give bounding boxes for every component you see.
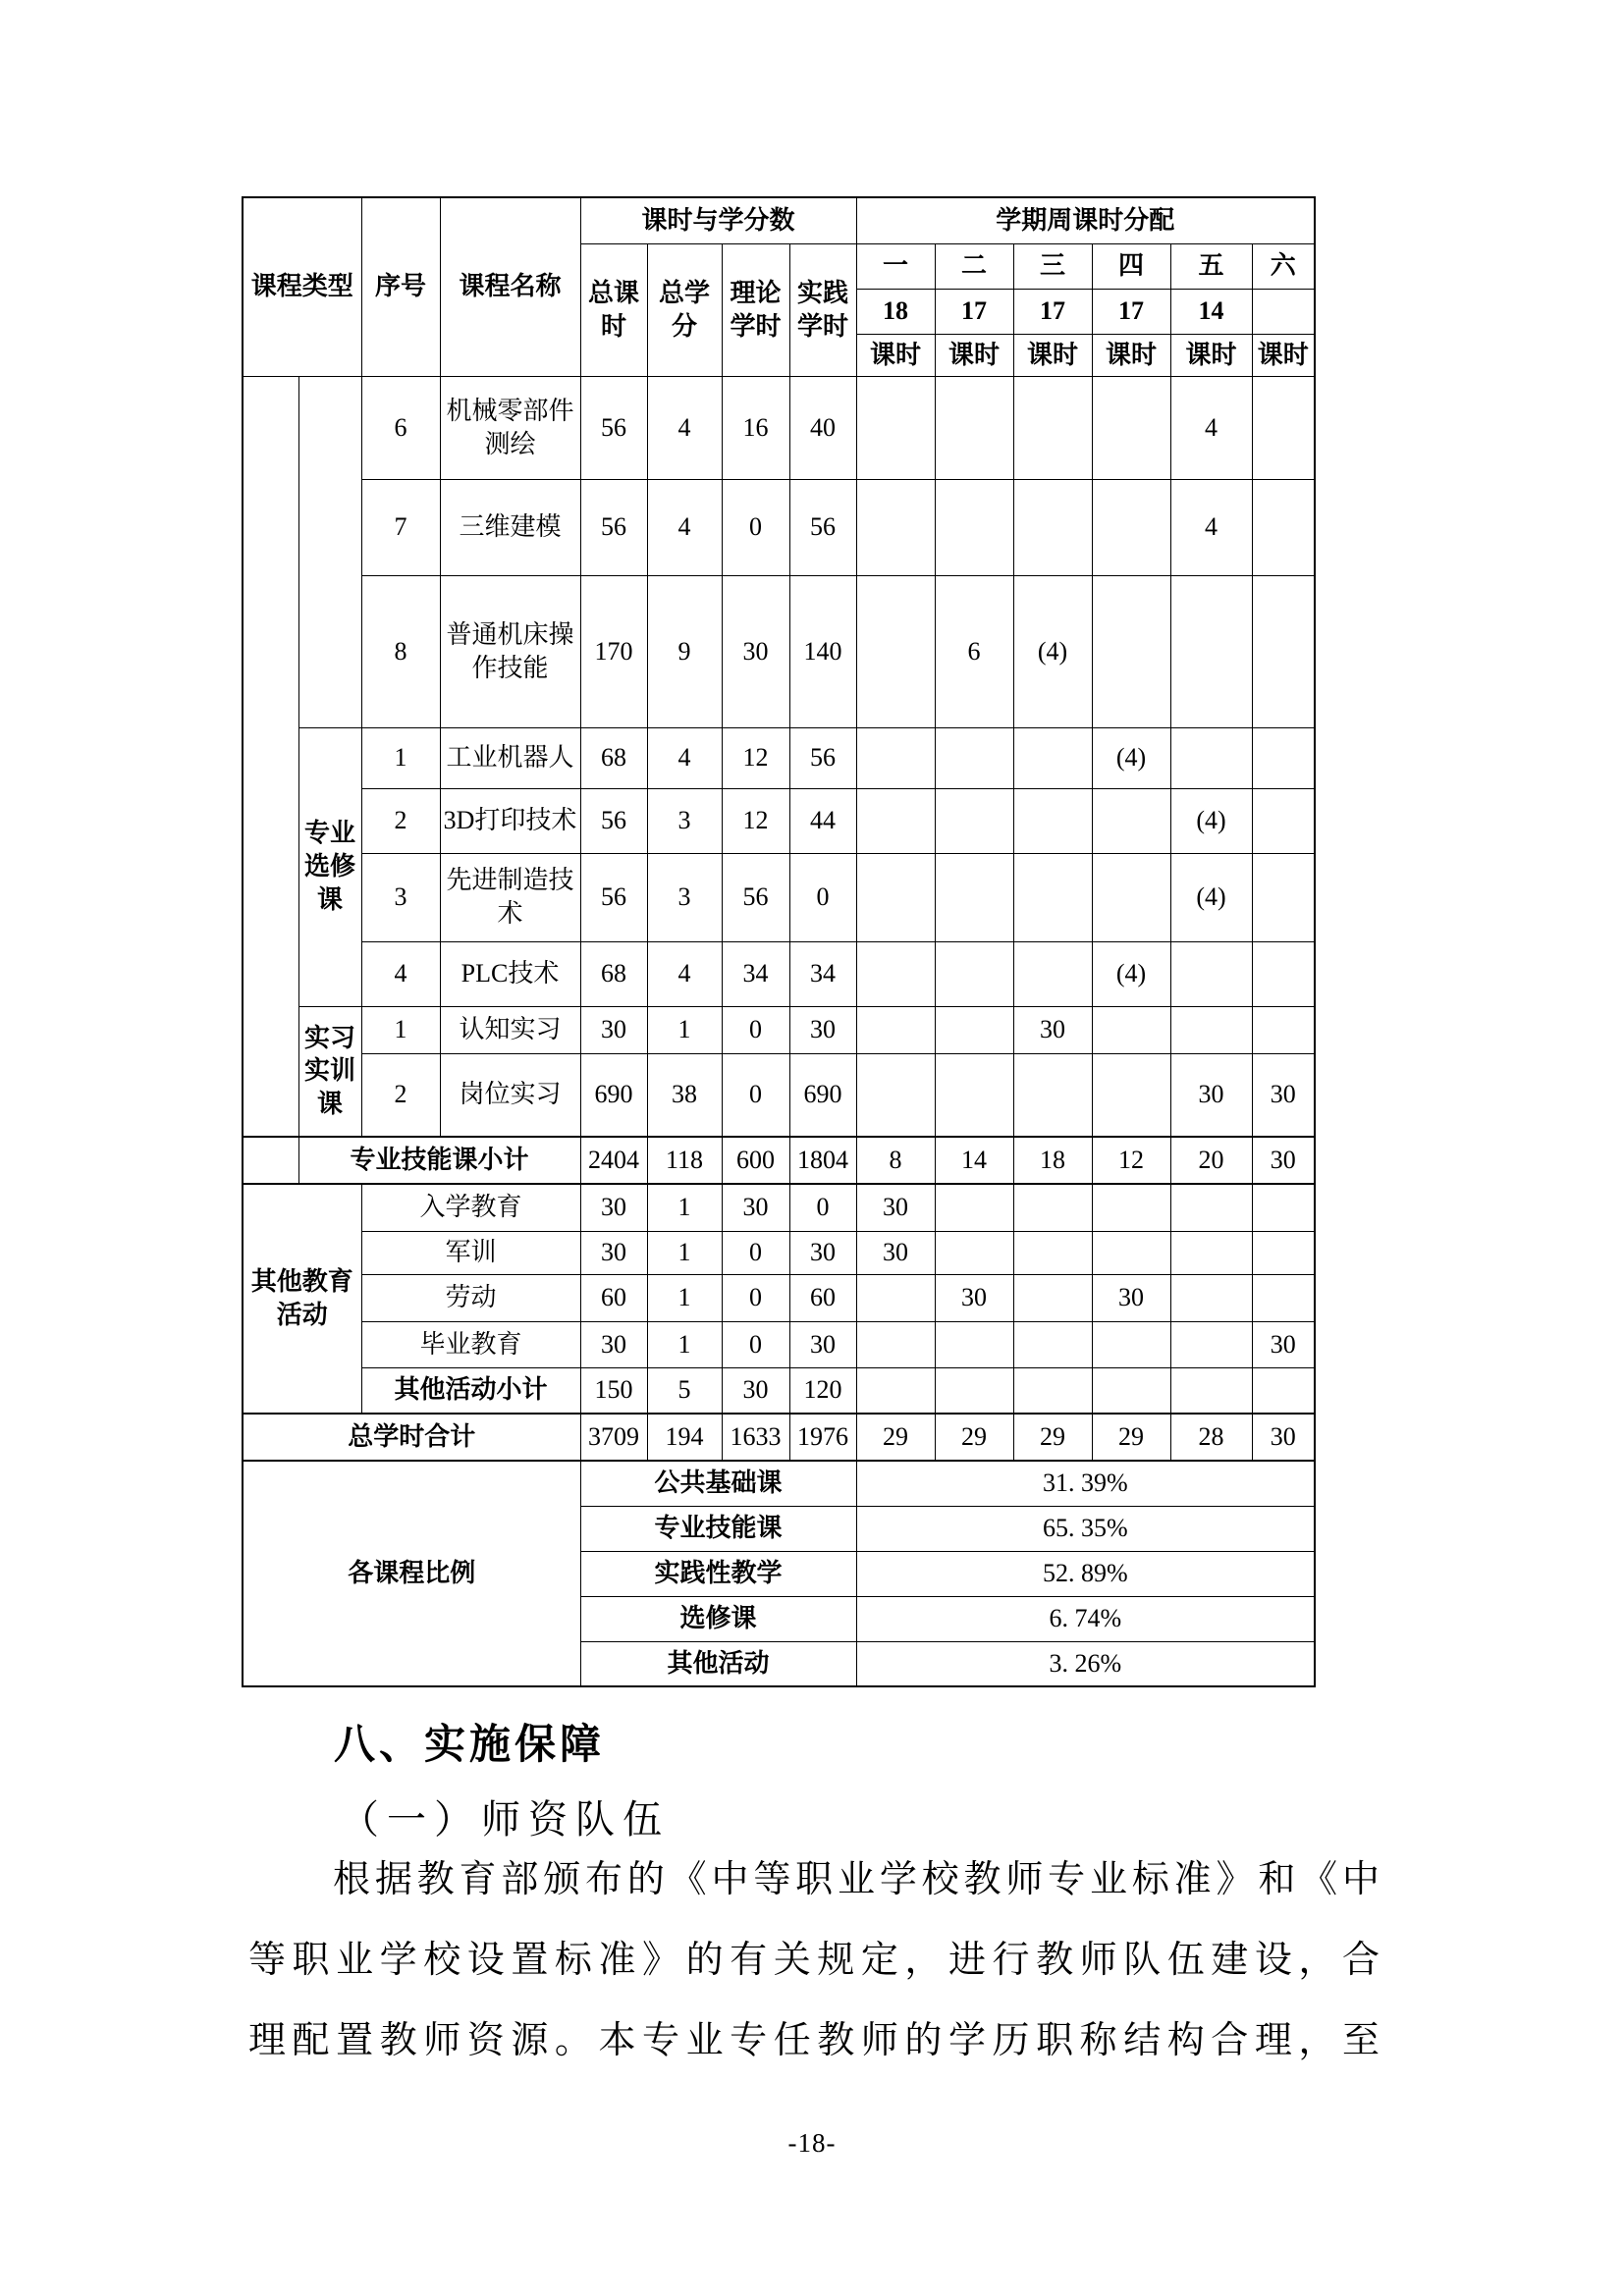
cell-sem-3: 18 [1013,1137,1092,1184]
cell-total-hours: 56 [580,479,647,575]
cell-practice-hours: 0 [789,1184,856,1231]
cell-sem-5 [1170,727,1252,788]
cell-sem-3 [1013,376,1092,479]
cell-sem-3 [1013,853,1092,941]
header-course-type: 课程类型 [243,197,361,376]
cell-sem-4 [1092,853,1170,941]
cell-sem-5: (4) [1170,853,1252,941]
grand-total-label: 总学时合计 [243,1414,580,1461]
cell-sem-5: 28 [1170,1414,1252,1461]
cell-sem-6 [1252,727,1315,788]
cell-practice-hours: 30 [789,1006,856,1053]
cell-serial: 6 [361,376,440,479]
cell-practice-hours: 1976 [789,1414,856,1461]
header-hours-credits-group: 课时与学分数 [580,197,856,243]
cell-theory-hours: 12 [722,788,789,853]
header-serial: 序号 [361,197,440,376]
cell-practice-hours: 40 [789,376,856,479]
header-sem-3: 三 [1013,243,1092,289]
cell-total-credits: 4 [647,376,722,479]
header-sem-1: 一 [856,243,935,289]
cell-practice-hours: 56 [789,479,856,575]
paragraph-line: 根据教育部颁布的《中等职业学校教师专业标准》和《中 [333,1859,1380,1900]
cell-sem-3 [1013,941,1092,1006]
cell-sem-5 [1170,1006,1252,1053]
cell-total-hours: 60 [580,1274,647,1321]
ratio-value: 3. 26% [856,1641,1315,1686]
cell-theory-hours: 56 [722,853,789,941]
header-semester-group: 学期周课时分配 [856,197,1315,243]
cell-activity-name: 劳动 [361,1274,580,1321]
cell-theory-hours: 0 [722,1006,789,1053]
cell-sem-4 [1092,479,1170,575]
cell-theory-hours: 34 [722,941,789,1006]
cell-practice-hours: 690 [789,1053,856,1137]
cell-total-hours: 150 [580,1367,647,1414]
header-weeks-6 [1252,289,1315,334]
cell-theory-hours: 12 [722,727,789,788]
cell-sem-4 [1092,1321,1170,1367]
cell-course-name: 工业机器人 [440,727,580,788]
cell-sem-1 [856,727,935,788]
cell-sem-3 [1013,1321,1092,1367]
section-label-internship: 实习实训课 [298,1006,361,1137]
cell-sem-4: 12 [1092,1137,1170,1184]
cell-sem-4 [1092,1184,1170,1231]
cell-sem-3 [1013,1367,1092,1414]
cell-sem-6: 30 [1252,1137,1315,1184]
cell-sem-4 [1092,1367,1170,1414]
header-weeks-4: 17 [1092,289,1170,334]
cell-sem-1 [856,479,935,575]
cell-total-hours: 170 [580,575,647,727]
cell-total-credits: 118 [647,1137,722,1184]
ratio-value: 52. 89% [856,1551,1315,1596]
cell-practice-hours: 140 [789,575,856,727]
cell-sem-3: 29 [1013,1414,1092,1461]
cell-sem-6 [1252,853,1315,941]
header-sem-6: 六 [1252,243,1315,289]
cell-sem-5 [1170,1274,1252,1321]
cell-sem-5: 30 [1170,1053,1252,1137]
body-paragraph [248,1857,1380,2099]
cell-total-hours: 30 [580,1006,647,1053]
cell-sem-5: 20 [1170,1137,1252,1184]
cell-total-hours: 30 [580,1321,647,1367]
cell-sem-5: 4 [1170,479,1252,575]
cell-sem-4 [1092,575,1170,727]
cell-sem-5 [1170,1184,1252,1231]
cell-total-credits: 9 [647,575,722,727]
cell-theory-hours: 30 [722,1184,789,1231]
header-weeks-5: 14 [1170,289,1252,334]
cell-practice-hours: 30 [789,1321,856,1367]
cell-sem-2 [935,727,1013,788]
table-row-elective-2 [243,788,1315,853]
cell-course-name: 岗位实习 [440,1053,580,1137]
cell-sem-1: 30 [856,1231,935,1274]
cell-sem-1 [856,1274,935,1321]
cell-total-hours: 68 [580,941,647,1006]
cell-total-hours: 56 [580,788,647,853]
cell-sem-2: 29 [935,1414,1013,1461]
cell-practice-hours: 44 [789,788,856,853]
cell-sem-2 [935,376,1013,479]
cell-practice-hours: 30 [789,1231,856,1274]
cell-theory-hours: 0 [722,1231,789,1274]
cell-serial: 2 [361,788,440,853]
cell-sem-1: 29 [856,1414,935,1461]
section-label-elective: 专业选修课 [298,727,361,1006]
other-subtotal-label: 其他活动小计 [361,1367,580,1414]
header-sem-4: 四 [1092,243,1170,289]
table-row-internship-1 [243,1006,1315,1053]
header-unit-1: 课时 [856,334,935,376]
cell-sem-3 [1013,1053,1092,1137]
cell-serial: 3 [361,853,440,941]
cell-total-hours: 56 [580,376,647,479]
cell-sem-5: 4 [1170,376,1252,479]
cell-sem-6 [1252,1184,1315,1231]
cell-sem-1: 30 [856,1184,935,1231]
header-sem-2: 二 [935,243,1013,289]
cell-total-credits: 1 [647,1321,722,1367]
cell-total-credits: 1 [647,1006,722,1053]
header-unit-6: 课时 [1252,334,1315,376]
cell-total-hours: 3709 [580,1414,647,1461]
section-label-other-activities: 其他教育活动 [243,1184,361,1414]
cell-sem-2 [935,1321,1013,1367]
cell-sem-4 [1092,1053,1170,1137]
header-total-credits: 总学分 [647,243,722,376]
cell-sem-4 [1092,376,1170,479]
paragraph-line: 等职业学校设置标准》的有关规定，进行教师队伍建设，合 [248,1940,1380,1981]
cell-theory-hours: 30 [722,575,789,727]
cell-sem-2: 6 [935,575,1013,727]
cell-course-name: 认知实习 [440,1006,580,1053]
cell-sem-5 [1170,1367,1252,1414]
cell-practice-hours: 60 [789,1274,856,1321]
cell-total-credits: 1 [647,1184,722,1231]
cell-activity-name: 入学教育 [361,1184,580,1231]
ratio-value: 31. 39% [856,1461,1315,1506]
cell-course-name: 三维建模 [440,479,580,575]
ratio-name: 选修课 [580,1596,856,1641]
cell-sem-2 [935,788,1013,853]
cell-sem-1 [856,376,935,479]
cell-sem-3 [1013,1184,1092,1231]
cell-course-name: PLC技术 [440,941,580,1006]
cell-total-credits: 4 [647,727,722,788]
ratio-name: 公共基础课 [580,1461,856,1506]
cell-serial: 1 [361,727,440,788]
cell-sem-1 [856,853,935,941]
cell-sem-2 [935,1231,1013,1274]
ratio-value: 6. 74% [856,1596,1315,1641]
page-number: -18- [787,2128,837,2158]
cell-practice-hours: 34 [789,941,856,1006]
header-weeks-2: 17 [935,289,1013,334]
table-row-elective-1 [243,727,1315,788]
cell-total-credits: 1 [647,1231,722,1274]
cell-total-credits: 1 [647,1274,722,1321]
table-row-other-3 [243,1274,1315,1321]
cell-sem-3 [1013,479,1092,575]
section-heading: 八、实施保障 [334,1721,606,1767]
cell-total-hours: 690 [580,1053,647,1137]
ratio-name: 实践性教学 [580,1551,856,1596]
table-row-course-6 [243,376,1315,479]
cell-total-credits: 194 [647,1414,722,1461]
cell-practice-hours: 120 [789,1367,856,1414]
skill-subtotal-label: 专业技能课小计 [298,1137,580,1184]
cell-sem-6 [1252,1274,1315,1321]
cell-course-name: 先进制造技术 [440,853,580,941]
cell-total-hours: 30 [580,1231,647,1274]
cell-activity-name: 毕业教育 [361,1321,580,1367]
cell-sem-1 [856,941,935,1006]
cell-sem-1 [856,788,935,853]
table-row-course-7 [243,479,1315,575]
header-unit-4: 课时 [1092,334,1170,376]
cell-serial: 7 [361,479,440,575]
cell-theory-hours: 600 [722,1137,789,1184]
cell-sem-3 [1013,1274,1092,1321]
header-sem-5: 五 [1170,243,1252,289]
cell-sem-2 [935,1367,1013,1414]
cell-sem-6: 30 [1252,1414,1315,1461]
header-course-name: 课程名称 [440,197,580,376]
cell-sem-4: (4) [1092,727,1170,788]
table-row-other-2 [243,1231,1315,1274]
cell-course-name: 3D打印技术 [440,788,580,853]
cell-sem-6 [1252,1231,1315,1274]
cell-sem-2: 30 [935,1274,1013,1321]
header-practice-hours: 实践学时 [789,243,856,376]
cell-course-name: 普通机床操作技能 [440,575,580,727]
table-header-row [243,197,1315,243]
header-theory-hours: 理论学时 [722,243,789,376]
header-unit-5: 课时 [1170,334,1252,376]
cell-sem-2 [935,479,1013,575]
cell-serial: 4 [361,941,440,1006]
cell-sem-6 [1252,479,1315,575]
ratio-value: 65. 35% [856,1506,1315,1551]
cell-practice-hours: 0 [789,853,856,941]
cell-serial: 8 [361,575,440,727]
cell-sem-6 [1252,941,1315,1006]
table-row-other-4 [243,1321,1315,1367]
cell-total-hours: 56 [580,853,647,941]
header-weeks-3: 17 [1013,289,1092,334]
cell-total-hours: 2404 [580,1137,647,1184]
cell-total-credits: 4 [647,479,722,575]
cell-total-hours: 30 [580,1184,647,1231]
cell-activity-name: 军训 [361,1231,580,1274]
cell-serial: 2 [361,1053,440,1137]
cell-sem-4: (4) [1092,941,1170,1006]
table-row-internship-2 [243,1053,1315,1137]
cell-total-credits: 4 [647,941,722,1006]
header-weeks-1: 18 [856,289,935,334]
course-subcategory-cell [298,376,361,727]
header-total-hours: 总课时 [580,243,647,376]
cell-sem-6 [1252,1367,1315,1414]
header-unit-3: 课时 [1013,334,1092,376]
cell-sem-3 [1013,788,1092,853]
cell-sem-1 [856,1367,935,1414]
cell-sem-1 [856,1321,935,1367]
cell-theory-hours: 16 [722,376,789,479]
cell-sem-5 [1170,941,1252,1006]
cell-serial: 1 [361,1006,440,1053]
course-category-strip-cell [243,376,298,1137]
cell-sem-6 [1252,788,1315,853]
table-row-elective-4 [243,941,1315,1006]
cell-sem-3: (4) [1013,575,1092,727]
cell-sem-6: 30 [1252,1053,1315,1137]
cell-sem-3 [1013,1231,1092,1274]
cell-sem-6 [1252,376,1315,479]
cell-course-name: 机械零部件测绘 [440,376,580,479]
cell-sem-3: 30 [1013,1006,1092,1053]
cell-theory-hours: 0 [722,1274,789,1321]
cell-practice-hours: 56 [789,727,856,788]
cell-sem-4: 29 [1092,1414,1170,1461]
cell-sem-1 [856,1006,935,1053]
table-row-grand-total [243,1414,1315,1461]
ratio-name: 其他活动 [580,1641,856,1686]
cell-sem-2: 14 [935,1137,1013,1184]
table-row-course-8 [243,575,1315,727]
cell-sem-5 [1170,1321,1252,1367]
cell-total-credits: 3 [647,853,722,941]
table-row-elective-3 [243,853,1315,941]
cell-sem-2 [935,941,1013,1006]
cell-sem-6 [1252,1006,1315,1053]
course-category-strip-cell [243,1137,298,1184]
cell-sem-1: 8 [856,1137,935,1184]
cell-theory-hours: 1633 [722,1414,789,1461]
cell-sem-6: 30 [1252,1321,1315,1367]
cell-total-credits: 3 [647,788,722,853]
table-row-skill-subtotal [243,1137,1315,1184]
paragraph-line: 理配置教师资源。本专业专任教师的学历职称结构合理，至 [248,2020,1380,2061]
cell-sem-2 [935,1006,1013,1053]
table-row-ratio-1 [243,1461,1315,1506]
cell-sem-4 [1092,1006,1170,1053]
subsection-heading: （一）师资队伍 [340,1797,670,1842]
cell-sem-1 [856,1053,935,1137]
ratio-name: 专业技能课 [580,1506,856,1551]
cell-sem-6 [1252,575,1315,727]
table-row-other-1 [243,1184,1315,1231]
cell-theory-hours: 0 [722,479,789,575]
cell-total-credits: 38 [647,1053,722,1137]
cell-total-credits: 5 [647,1367,722,1414]
cell-sem-5: (4) [1170,788,1252,853]
cell-sem-2 [935,1184,1013,1231]
cell-theory-hours: 0 [722,1053,789,1137]
cell-sem-5 [1170,575,1252,727]
cell-total-hours: 68 [580,727,647,788]
cell-sem-5 [1170,1231,1252,1274]
table-row-other-subtotal [243,1367,1315,1414]
cell-sem-4: 30 [1092,1274,1170,1321]
cell-theory-hours: 0 [722,1321,789,1367]
cell-sem-2 [935,853,1013,941]
curriculum-table [242,196,1316,1687]
ratio-section-label: 各课程比例 [243,1461,580,1686]
header-unit-2: 课时 [935,334,1013,376]
cell-sem-4 [1092,1231,1170,1274]
cell-theory-hours: 30 [722,1367,789,1414]
cell-sem-2 [935,1053,1013,1137]
cell-sem-4 [1092,788,1170,853]
cell-practice-hours: 1804 [789,1137,856,1184]
cell-sem-3 [1013,727,1092,788]
cell-sem-1 [856,575,935,727]
